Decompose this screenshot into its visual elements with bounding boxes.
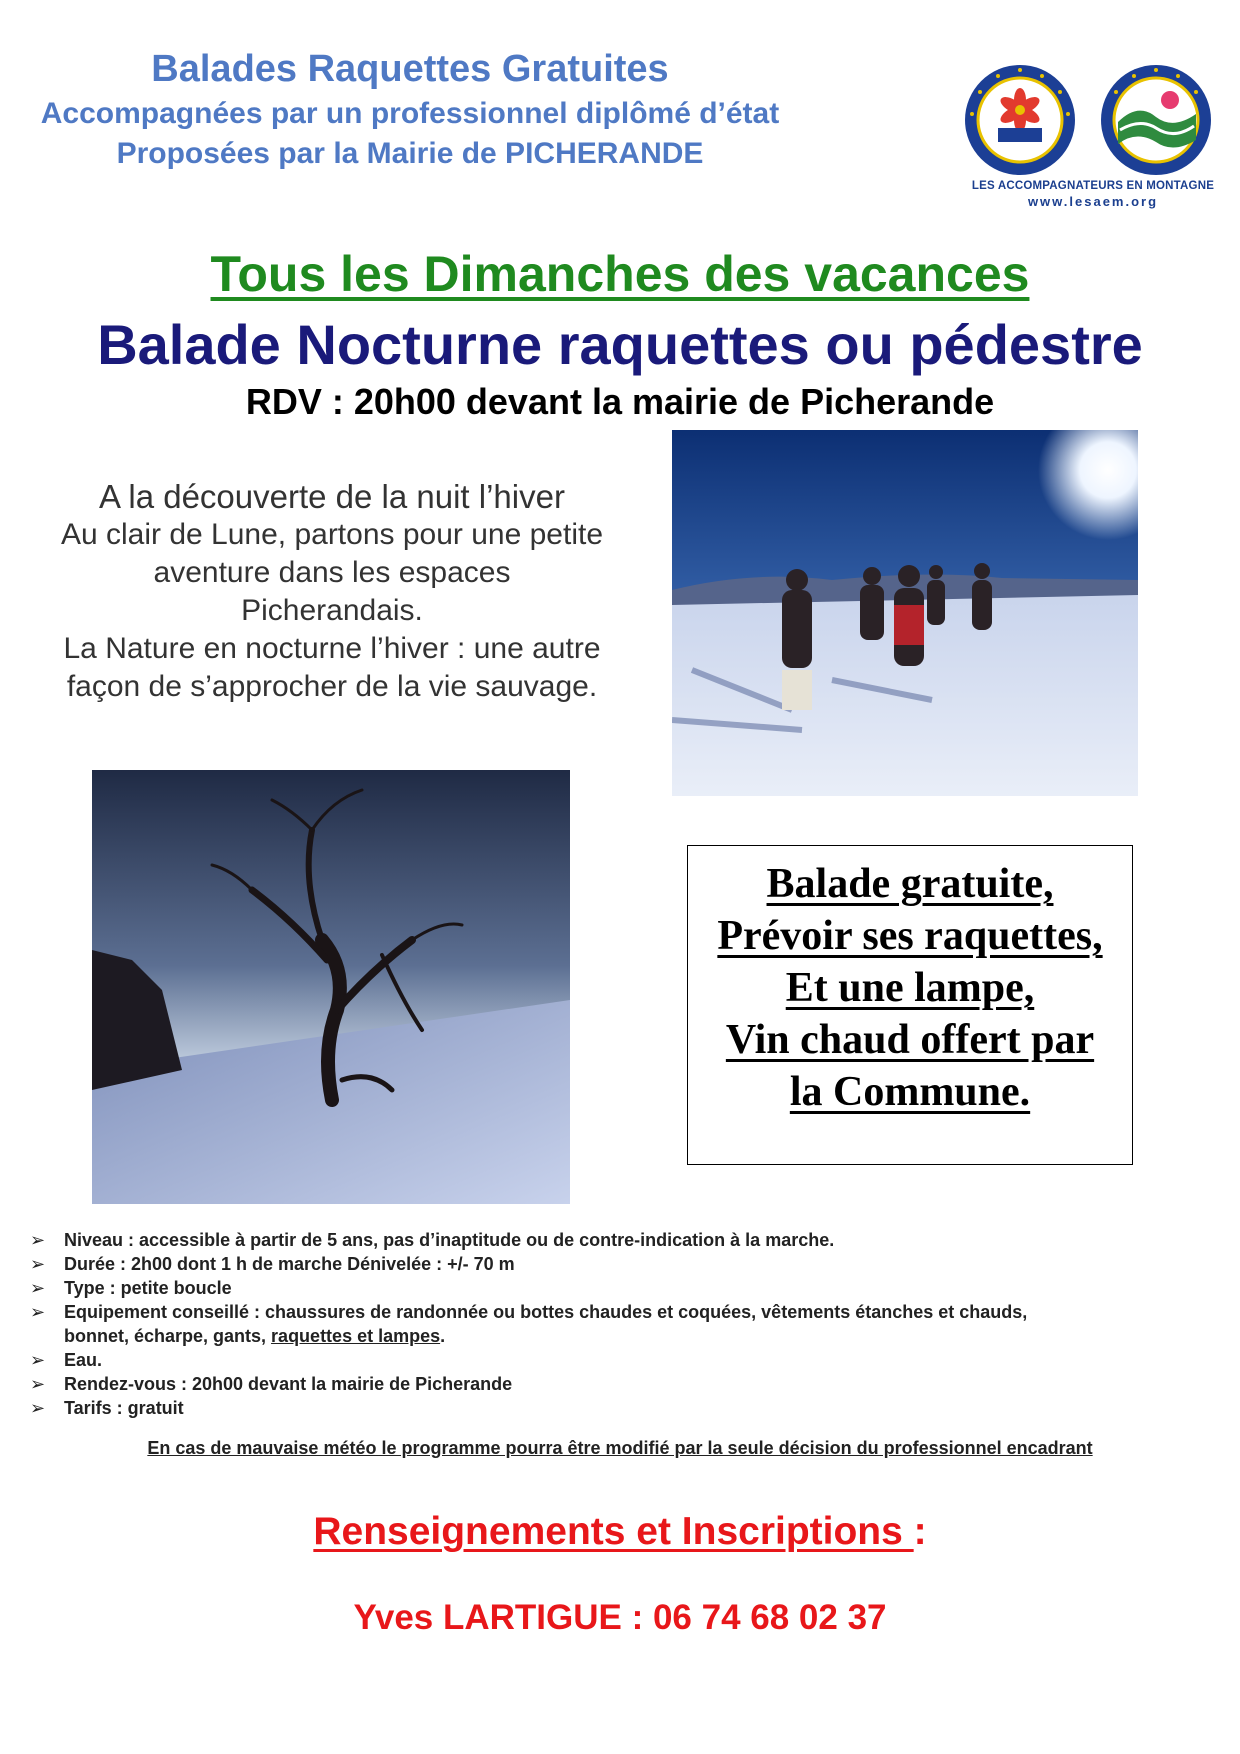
logo-caption: LES ACCOMPAGNATEURS EN MONTAGNE [971,180,1215,192]
intro-line: Au clair de Lune, partons pour une petite [60,518,604,551]
free-walk-notice [687,845,1133,1165]
notice-line: Et une lampe, [785,965,1035,1011]
arrow-bullet-icon: ➢ [30,1398,46,1418]
header-title: Balades Raquettes Gratuites [151,48,669,90]
arrow-bullet-icon: ➢ [30,1302,46,1322]
rdv-line: RDV : 20h00 devant la mairie de Picherande [245,381,995,422]
list-item: ➢ Durée : 2h00 dont 1 h de marche Dénivelée : +/- 70 m [30,1254,515,1274]
list-item: ➢ Tarifs : gratuit [30,1398,184,1418]
schedule-title: Tous les Dimanches des vacances [210,246,1030,302]
details-list [30,1228,1220,1420]
intro-line: La Nature en nocturne l’hiver : une autre [63,632,601,665]
logo-website: www.lesaem.org [1027,194,1159,209]
event-title: Balade Nocturne raquettes ou pédestre [97,313,1143,376]
partner-logos [958,62,1228,212]
header-subtitle-mairie: Proposées par la Mairie de PICHERANDE [116,137,704,170]
weather-note: En cas de mauvaise météo le programme pourra être modifié par la seule décision du professionnel encadrant [147,1438,1093,1458]
arrow-bullet-icon: ➢ [30,1374,46,1394]
arrow-bullet-icon: ➢ [30,1254,46,1274]
intro-text [22,478,642,706]
intro-line: Picherandais. [241,594,423,627]
contact-line: Yves LARTIGUE : 06 74 68 02 37 [353,1598,887,1637]
arrow-bullet-icon: ➢ [30,1350,46,1370]
intro-line: aventure dans les espaces [153,556,511,589]
notice-line: Vin chaud offert par [725,1017,1095,1063]
notice-line: Balade gratuite, [766,861,1054,907]
list-item: ➢ Niveau : accessible à partir de 5 ans, pas d’inaptitude ou de contre-indication à la marche. [30,1230,835,1250]
list-item: ➢ Eau. [30,1350,103,1370]
notice-line: la Commune. [789,1069,1031,1115]
list-item: ➢ Type : petite boucle [30,1278,232,1298]
arrow-bullet-icon: ➢ [30,1278,46,1298]
list-item: ➢ Rendez-vous : 20h00 devant la mairie de Picherande [30,1374,513,1394]
header-subtitle-guide: Accompagnées par un professionnel diplômé d’état [40,97,780,130]
uimla-aem-logos-icon [958,62,1228,180]
snowshoe-group-photo [672,430,1138,796]
arrow-bullet-icon: ➢ [30,1230,46,1250]
info-title: Renseignements et Inscriptions : [313,1510,927,1553]
intro-line: façon de s’approcher de la vie sauvage. [66,670,598,703]
list-item: ➢ Equipement conseillé : chaussures de randonnée ou bottes chaudes et coquées, vêtements étanches et chauds, bonnet, écharpe, gants, raquettes et lampes. [30,1302,1028,1346]
notice-line: Prévoir ses raquettes, [717,913,1103,959]
intro-heading: A la découverte de la nuit l’hiver [99,478,565,515]
winter-tree-photo [92,770,570,1204]
